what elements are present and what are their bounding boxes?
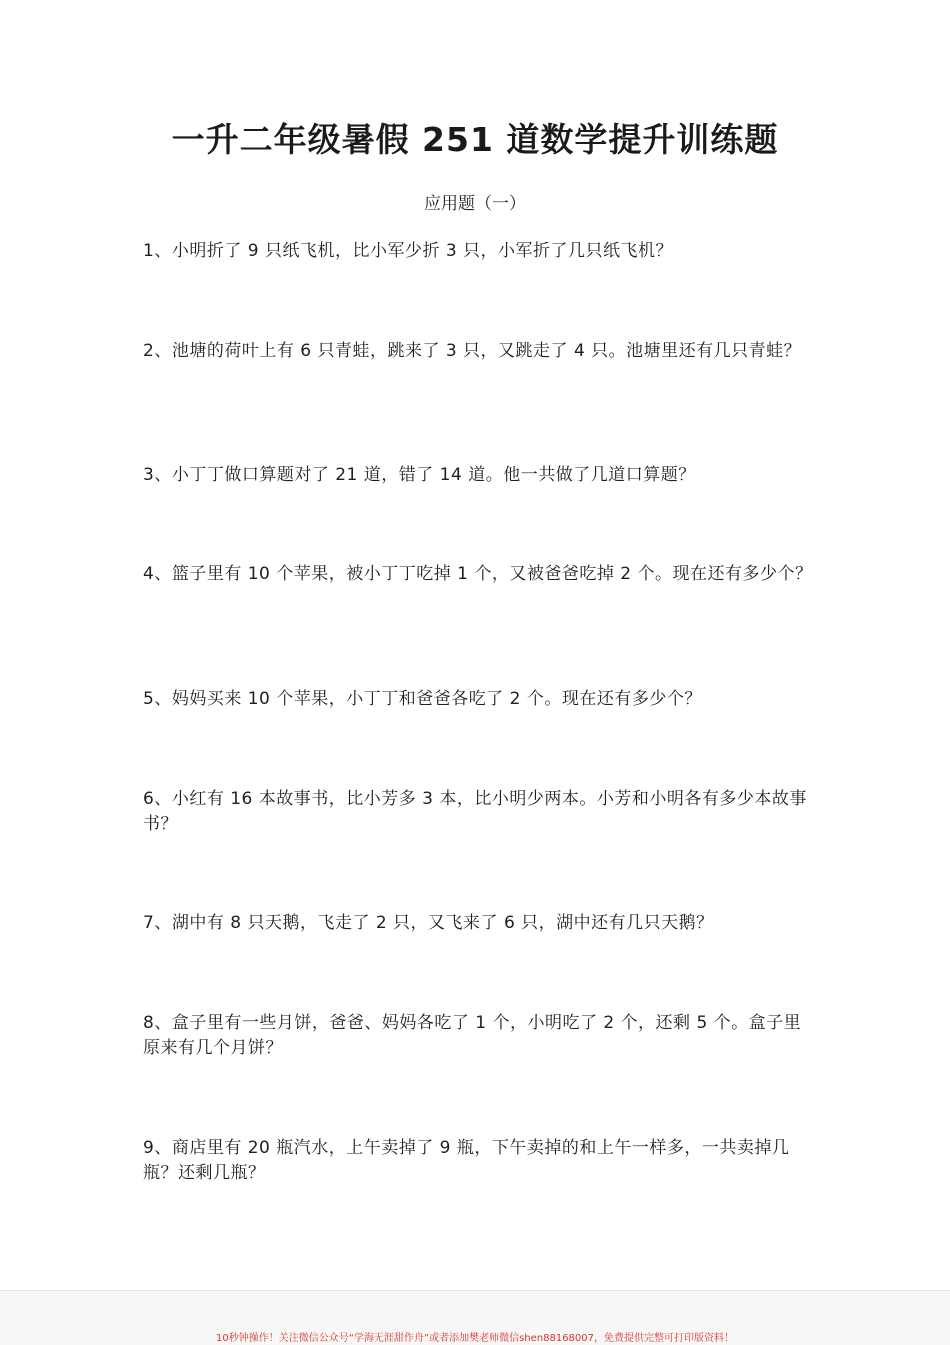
question-item: 7、湖中有 8 只天鹅，飞走了 2 只，又飞来了 6 只，湖中还有几只天鹅？ xyxy=(143,913,714,933)
question-item: 4、篮子里有 10 个苹果，被小丁丁吃掉 1 个，又被爸爸吃掉 2 个。现在还有多少个？ xyxy=(143,564,813,584)
section-heading: 应用题（一） xyxy=(424,194,526,214)
question-item: 5、妈妈买来 10 个苹果，小丁丁和爸爸各吃了 2 个。现在还有多少个？ xyxy=(143,689,702,709)
question-item: 6、小红有 16 本故事书，比小芳多 3 本，比小明少两本。小芳和小明各有多少本故事书？ xyxy=(143,789,807,834)
question-item: 3、小丁丁做口算题对了 21 道，错了 14 道。他一共做了几道口算题？ xyxy=(143,465,696,485)
question-item: 9、商店里有 20 瓶汽水，上午卖掉了 9 瓶，下午卖掉的和上午一样多，一共卖掉几瓶？还剩几瓶？ xyxy=(143,1138,790,1183)
page-title: 一升二年级暑假 251 道数学提升训练题 xyxy=(171,120,779,159)
question-item: 8、盒子里有一些月饼，爸爸、妈妈各吃了 1 个，小明吃了 2 个，还剩 5 个。盒子里原来有几个月饼？ xyxy=(143,1013,802,1058)
question-item: 1、小明折了 9 只纸飞机，比小军少折 3 只，小军折了几只纸飞机？ xyxy=(143,241,674,261)
question-item: 2、池塘的荷叶上有 6 只青蛙，跳来了 3 只，又跳走了 4 只。池塘里还有几只青蛙？ xyxy=(143,341,802,361)
footer-notice: 10秒钟操作！关注微信公众号“学海无涯甜作舟”或者添加樊老师微信shen88168007，免费提供完整可打印版资料！ xyxy=(215,1333,735,1344)
